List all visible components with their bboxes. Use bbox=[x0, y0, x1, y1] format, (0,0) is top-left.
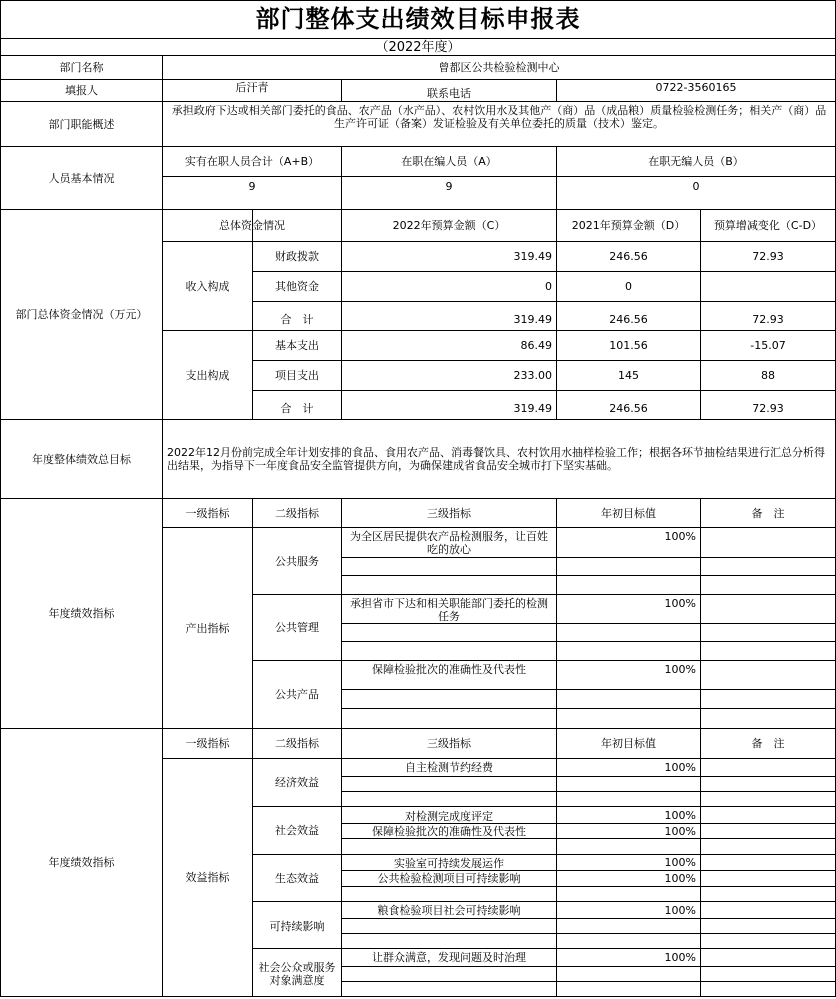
perf-group-name: 社会效益 bbox=[275, 824, 319, 837]
fund-row-d: 145 bbox=[618, 369, 639, 382]
perf-item-value: 100% bbox=[664, 903, 696, 917]
perf-item-text: 让群众满意，发现问题及时治理 bbox=[372, 951, 526, 964]
fund-row-c: 86.49 bbox=[520, 339, 552, 352]
dept-name-value: 曾都区公共检验检测中心 bbox=[438, 61, 560, 74]
fund-row-label: 合 计 bbox=[280, 312, 314, 326]
duty-label: 部门职能概述 bbox=[48, 117, 115, 131]
fund-row-c: 319.49 bbox=[513, 401, 552, 415]
goal-label: 年度整体绩效总目标 bbox=[32, 452, 131, 466]
fund-row-c: 0 bbox=[545, 280, 552, 293]
perf-item-text: 承担省市下达和相关职能部门委托的检测任务 bbox=[350, 597, 548, 623]
perf-item-value: 100% bbox=[664, 951, 696, 964]
fund-row-c: 319.49 bbox=[513, 312, 552, 326]
perf-note-header: 备 注 bbox=[751, 506, 785, 520]
funds-label: 部门总体资金情况（万元） bbox=[15, 308, 148, 321]
perf-item-value: 100% bbox=[664, 856, 696, 869]
fund-row-label: 基本支出 bbox=[275, 339, 319, 352]
perf-item-text: 保障检验批次的准确性及代表性 bbox=[372, 663, 526, 676]
staff-b-header: 在职无编人员（B） bbox=[648, 155, 744, 168]
perf-item-text: 为全区居民提供农产品检测服务，让百姓吃的放心 bbox=[350, 530, 548, 556]
fund-row-label: 其他资金 bbox=[275, 280, 319, 293]
fund-row-cd: 72.93 bbox=[752, 312, 784, 326]
perf-item-text: 保障检验批次的准确性及代表性 bbox=[372, 824, 526, 838]
perf-group-name: 可持续影响 bbox=[269, 919, 325, 933]
perf-item-value: 100% bbox=[664, 808, 696, 822]
staff-label: 人员基本情况 bbox=[48, 171, 115, 185]
perf-output-label: 年度绩效指标 bbox=[48, 607, 115, 620]
funds-d-header: 2021年预算金额（D） bbox=[571, 219, 686, 232]
staff-b-value: 0 bbox=[692, 180, 700, 193]
fund-row-d: 0 bbox=[625, 280, 632, 293]
perf-item-text: 粮食检验项目社会可持续影响 bbox=[377, 903, 521, 917]
form-title: 部门整体支出绩效目标申报表 bbox=[255, 5, 581, 33]
perf-level3-header: 三级指标 bbox=[427, 737, 471, 750]
perf-group-name: 公共服务 bbox=[275, 554, 319, 568]
perf-note-header: 备 注 bbox=[751, 737, 785, 750]
perf-target-header: 年初目标值 bbox=[601, 506, 656, 520]
perf-group-name: 经济效益 bbox=[275, 776, 319, 789]
perf-item-value: 100% bbox=[664, 872, 696, 885]
staff-total-header: 实有在职人员合计（A+B） bbox=[184, 155, 320, 168]
perf-level3-header: 三级指标 bbox=[427, 506, 471, 520]
perf-level2-header: 二级指标 bbox=[275, 737, 319, 750]
income-label: 收入构成 bbox=[185, 279, 230, 293]
perf-item-text: 对检测完成度评定 bbox=[405, 809, 493, 823]
fund-row-d: 101.56 bbox=[609, 339, 648, 352]
goal-text: 2022年12月份前完成全年计划安排的食品、食用农产品、消毒餐饮具、农村饮用水抽样检验工作；根据各环节抽检结果进行汇总分析得出结果，为指导下一年度食品安全监管提供方向，为确保建成省食品安全城市打下坚实基础。 bbox=[167, 446, 825, 472]
fund-row-label: 合 计 bbox=[280, 401, 314, 415]
perf-level2-header: 二级指标 bbox=[275, 506, 319, 520]
perf-group-name: 公共管理 bbox=[275, 621, 319, 634]
funds-cd-header: 预算增减变化（C-D） bbox=[713, 219, 823, 232]
perf-item-text: 公共检验检测项目可持续影响 bbox=[377, 872, 521, 885]
funds-c-header: 2022年预算金额（C） bbox=[392, 219, 506, 232]
fund-row-d: 246.56 bbox=[609, 250, 648, 263]
perf-item-value: 100% bbox=[664, 663, 696, 676]
perf-level1-header: 一级指标 bbox=[185, 506, 230, 520]
duty-text: 承担政府下达或相关部门委托的食品、农产品（水产品）、农村饮用水及其他产（商）品（成品粮）质量检验检测任务；相关产（商）品生产许可证（备案）发证检验及有关单位委托的质量（技术）鉴定。 bbox=[171, 104, 827, 130]
fund-row-c: 319.49 bbox=[513, 250, 552, 263]
phone-value: 0722-3560165 bbox=[655, 81, 737, 94]
fund-row-label: 财政拨款 bbox=[275, 250, 319, 263]
fund-row-label: 项目支出 bbox=[275, 369, 319, 382]
perf-benefit-label: 年度绩效指标 bbox=[48, 856, 115, 869]
fund-row-d: 246.56 bbox=[609, 401, 648, 415]
perf-item-text: 实验室可持续发展运作 bbox=[394, 857, 504, 870]
perf-group-name: 公共产品 bbox=[275, 688, 319, 701]
fund-row-cd: 72.93 bbox=[752, 401, 784, 415]
filler-value: 后汗青 bbox=[235, 81, 269, 94]
perf-item-value: 100% bbox=[664, 530, 696, 543]
perf-level1-header: 一级指标 bbox=[185, 737, 230, 750]
perf-item-text: 自主检测节约经费 bbox=[405, 761, 493, 774]
form-year: （2022年度） bbox=[375, 39, 461, 55]
staff-total-value: 9 bbox=[248, 180, 256, 193]
perf-target-header: 年初目标值 bbox=[601, 737, 656, 750]
fund-row-d: 246.56 bbox=[609, 312, 648, 326]
fund-row-cd bbox=[701, 272, 835, 301]
perf-group-name: 社会公众或服务对象满意度 bbox=[258, 960, 336, 987]
expense-label: 支出构成 bbox=[185, 368, 230, 382]
fund-row-c: 233.00 bbox=[513, 369, 552, 382]
perf-item-value: 100% bbox=[664, 761, 696, 774]
perf-level1-benefit: 效益指标 bbox=[185, 871, 230, 884]
perf-item-value: 100% bbox=[664, 597, 696, 610]
fund-row-cd: 72.93 bbox=[752, 250, 784, 263]
staff-a-value: 9 bbox=[445, 180, 453, 193]
phone-label: 联系电话 bbox=[427, 87, 471, 100]
fund-row-cd: -15.07 bbox=[750, 339, 786, 352]
perf-level1-output: 产出指标 bbox=[185, 621, 230, 635]
perf-item-value: 100% bbox=[664, 824, 696, 838]
filler-label: 填报人 bbox=[65, 84, 98, 97]
staff-a-header: 在职在编人员（A） bbox=[401, 155, 497, 168]
dept-name-label: 部门名称 bbox=[59, 61, 104, 74]
perf-group-name: 生态效益 bbox=[275, 871, 319, 885]
fund-row-cd: 88 bbox=[761, 369, 775, 382]
funds-overall-header: 总体资金情况 bbox=[219, 219, 285, 232]
